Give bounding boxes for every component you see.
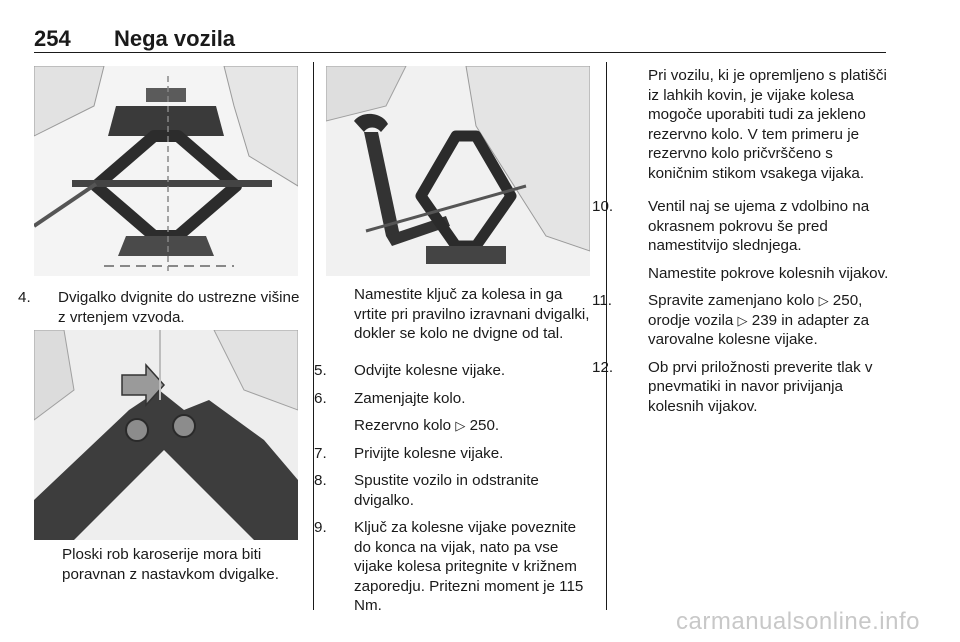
jack-head-illustration: [34, 330, 298, 540]
reference-arrow-icon: ▷: [455, 418, 466, 433]
step-11: [592, 291, 890, 350]
right-steps: [592, 197, 890, 416]
step-4: [18, 288, 306, 327]
column-divider-right: [606, 62, 607, 610]
step-text: orodje vozila: [648, 311, 734, 329]
step-text: Zamenjajte kolo.: [354, 389, 466, 407]
intro-text: Namestite ključ za kolesa in ga vrtite pri pravilno izravnani dvigalki, dokler se kolo ne dvigne od tal.: [354, 286, 590, 342]
page-reference: 239 in adapter za varovalne kolesne vijake.: [648, 311, 870, 348]
step-text: Ključ za kolesne vijake poveznite do konca na vijak, nato pa vse vijake kolesa pritegnite v križnem zaporedju. Pritezni moment je 115 Nm.: [354, 519, 584, 614]
page-number: 254: [34, 26, 71, 51]
step-text: Privijte kolesne vijake.: [354, 444, 504, 462]
caption-text: Ploski rob karoserije mora biti poravnan z nastavkom dvigalke.: [62, 546, 279, 583]
figure-wheel-wrench: [326, 66, 590, 276]
step-number: 7.: [314, 444, 327, 462]
step-text: Odvijte kolesne vijake.: [354, 362, 506, 379]
middle-intro: [354, 285, 594, 344]
step-number: 6.: [314, 389, 327, 407]
step-5: [314, 361, 596, 381]
step-6: [314, 389, 596, 409]
figure-jack-raising: [34, 66, 298, 276]
caption-body-edge: [62, 545, 306, 584]
step-7: [314, 444, 596, 464]
step-text: Spustite vozilo in odstranite dvigalko.: [354, 472, 539, 509]
step-number: 4.: [18, 289, 31, 306]
reference-arrow-icon: ▷: [737, 312, 748, 328]
intro-text: Pri vozilu, ki je opremljeno s platišči iz lahkih kovin, je vijake kolesa mogoče uporabiti tudi za jekleno rezervno kolo. V tem primeru je rezervno kolo pričvrščeno s koničnim stikom vsakega vijaka.: [648, 67, 887, 182]
step-10: [592, 197, 890, 256]
step-number: 9.: [314, 519, 327, 536]
step-text: Ventil naj se ujema z vdolbino na okrasnem pokrovu še pred namestitvijo slednjega.: [648, 198, 870, 254]
step-8: [314, 471, 596, 510]
step-number: 12.: [592, 358, 614, 376]
step-text: Ob prvi priložnosti preverite tlak v pnevmatiki in navor privijanja kolesnih vijakov.: [648, 358, 873, 415]
page-reference: 250,: [832, 292, 863, 309]
reference-arrow-icon: ▷: [818, 293, 829, 308]
right-intro: [648, 66, 888, 183]
step-6-note: [334, 416, 596, 436]
note-text: Rezervno kolo: [354, 417, 452, 434]
step-text: Spravite zamenjano kolo: [648, 292, 815, 309]
step-text: Dvigalko dvignite do ustrezne višine z vrtenjem vzvoda.: [58, 289, 300, 326]
step-number: 10.: [592, 198, 614, 215]
chapter-title: Nega vozila: [114, 26, 236, 51]
page-reference: 250.: [469, 417, 500, 434]
step-12: [592, 358, 890, 417]
note-text: Namestite pokrove kolesnih vijakov.: [648, 264, 889, 282]
jack-illustration: [34, 66, 298, 276]
step-number: 11.: [592, 292, 612, 309]
wrench-jack-illustration: [326, 66, 590, 276]
step-number: 8.: [314, 472, 327, 489]
page-header: [34, 26, 886, 52]
step-number: 5.: [314, 362, 327, 379]
step-9: [314, 518, 596, 616]
step-10-note: [620, 264, 890, 284]
watermark: carmanualsonline.info: [676, 608, 920, 635]
middle-steps: [314, 361, 596, 616]
header-rule: [34, 52, 886, 53]
figure-jack-alignment: [34, 330, 298, 540]
